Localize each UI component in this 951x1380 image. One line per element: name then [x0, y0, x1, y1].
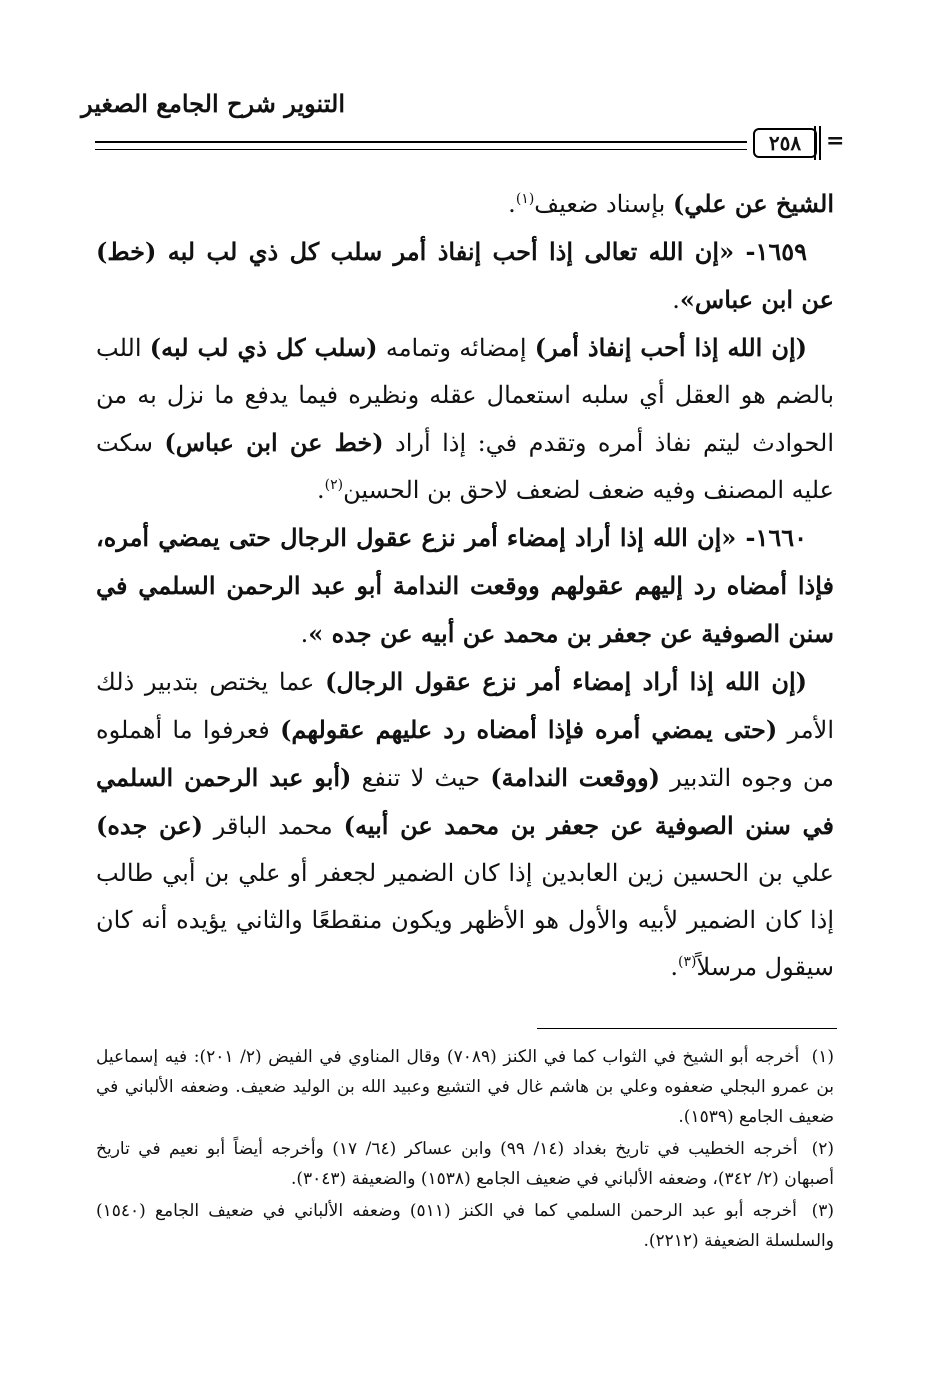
header-equals-mark: = — [826, 128, 845, 154]
page-number-box — [753, 128, 817, 158]
footnote-separator — [537, 1028, 837, 1029]
footnote-ref-3: (٣) — [678, 954, 697, 970]
footnote-2: (٢) أخرجه الخطيب في تاريخ بغداد (١٤/ ٩٩) وابن عساكر (٦٤/ ١٧) وأخرجه أيضاً أبو نعيم في تاريخ أصبهان (٢/ ٣٤٢)، وضعفه الألباني في ضعيف الجامع (١٥٣٨) والضعيفة (٣٠٤٣). — [96, 1139, 834, 1189]
running-header-title: التنوير شرح الجامع الصغير — [81, 89, 345, 118]
footnote-3: (٣) أخرجه أبو عبد الرحمن السلمي كما في الكنز (٥١١) وضعفه الألباني في ضعيف الجامع (١٥٤٠) والسلسلة الضعيفة (٢٢١٢). — [96, 1201, 835, 1251]
footnote-ref-2: (٢) — [324, 477, 344, 493]
hadith-1659: ١٦٥٩- «إن الله تعالى إذا أحب إنفاذ أمر سلب كل ذي لب لبه (خط) عن ابن عباس». — [96, 237, 834, 314]
header-rule-thin — [95, 149, 747, 150]
hadith-1660: ١٦٦٠- «إن الله إذا أراد إمضاء أمر نزع عقول الرجال حتى يمضي أمره، فإذا أمضاه رد إليهم عقولهم ووقعت الندامة أبو عبد الرحمن السلمي في سنن الصوفية عن جعفر بن محمد عن أبيه عن جده ». — [96, 523, 834, 648]
footnotes — [96, 1042, 834, 1258]
main-text — [96, 180, 834, 991]
commentary-1659: (إن الله إذا أحب إنفاذ أمر) إمضائه وتمامه (سلب كل ذي لب لبه) اللب بالضم هو العقل أي سلبه استعمال عقله ونظيره فيما يدفع ما نزل به من الحوادث ليتم نفاذ أمره وتقدم في: إذا أراد (خط عن ابن عباس) سكت عليه المصنف وفيه ضعف لضعف لاحق بن الحسين$^{(٢)}$. — [96, 333, 834, 504]
footnote-1: (١) أخرجه أبو الشيخ في الثواب كما في الكنز (٧٠٨٩) وقال المناوي في الفيض (٢/ ٢٠١): فيه إسماعيل بن عمرو البجلي ضعفوه وعلي بن هاشم غال في التشيع وعبيد الله بن الوليد ضعيف. وضعفه الألباني في ضعيف الجامع (١٥٣٩). — [96, 1047, 834, 1127]
paragraph-continuation: الشيخ عن علي) بإسناد ضعيف$^{(١)}$. — [508, 189, 834, 218]
page-number: ٢٥٨ — [768, 131, 802, 155]
footnote-ref-1: (١) — [515, 191, 535, 207]
commentary-1660: (إن الله إذا أراد إمضاء أمر نزع عقول الرجال) عما يختص بتدبير ذلك الأمر (حتى يمضي أمره فإذا أمضاه رد عليهم عقولهم) فعرفوا ما أهملوه من وجوه التدبير (ووقعت الندامة) حيث لا تنفع (أبو عبد الرحمن السلمي في سنن الصوفية عن جعفر بن محمد عن أبيه) محمد الباقر (عن جده) علي بن الحسين زين العابدين إذا كان الضمير لجعفر أو علي بن أبي طالب إذا كان الضمير لأبيه والأول هو الأظهر ويكون منقطعًا والثاني يؤيده أنه كان سيقول مرسلاً$^{(٣)}$. — [96, 667, 835, 981]
header-rule-thick — [95, 141, 747, 143]
